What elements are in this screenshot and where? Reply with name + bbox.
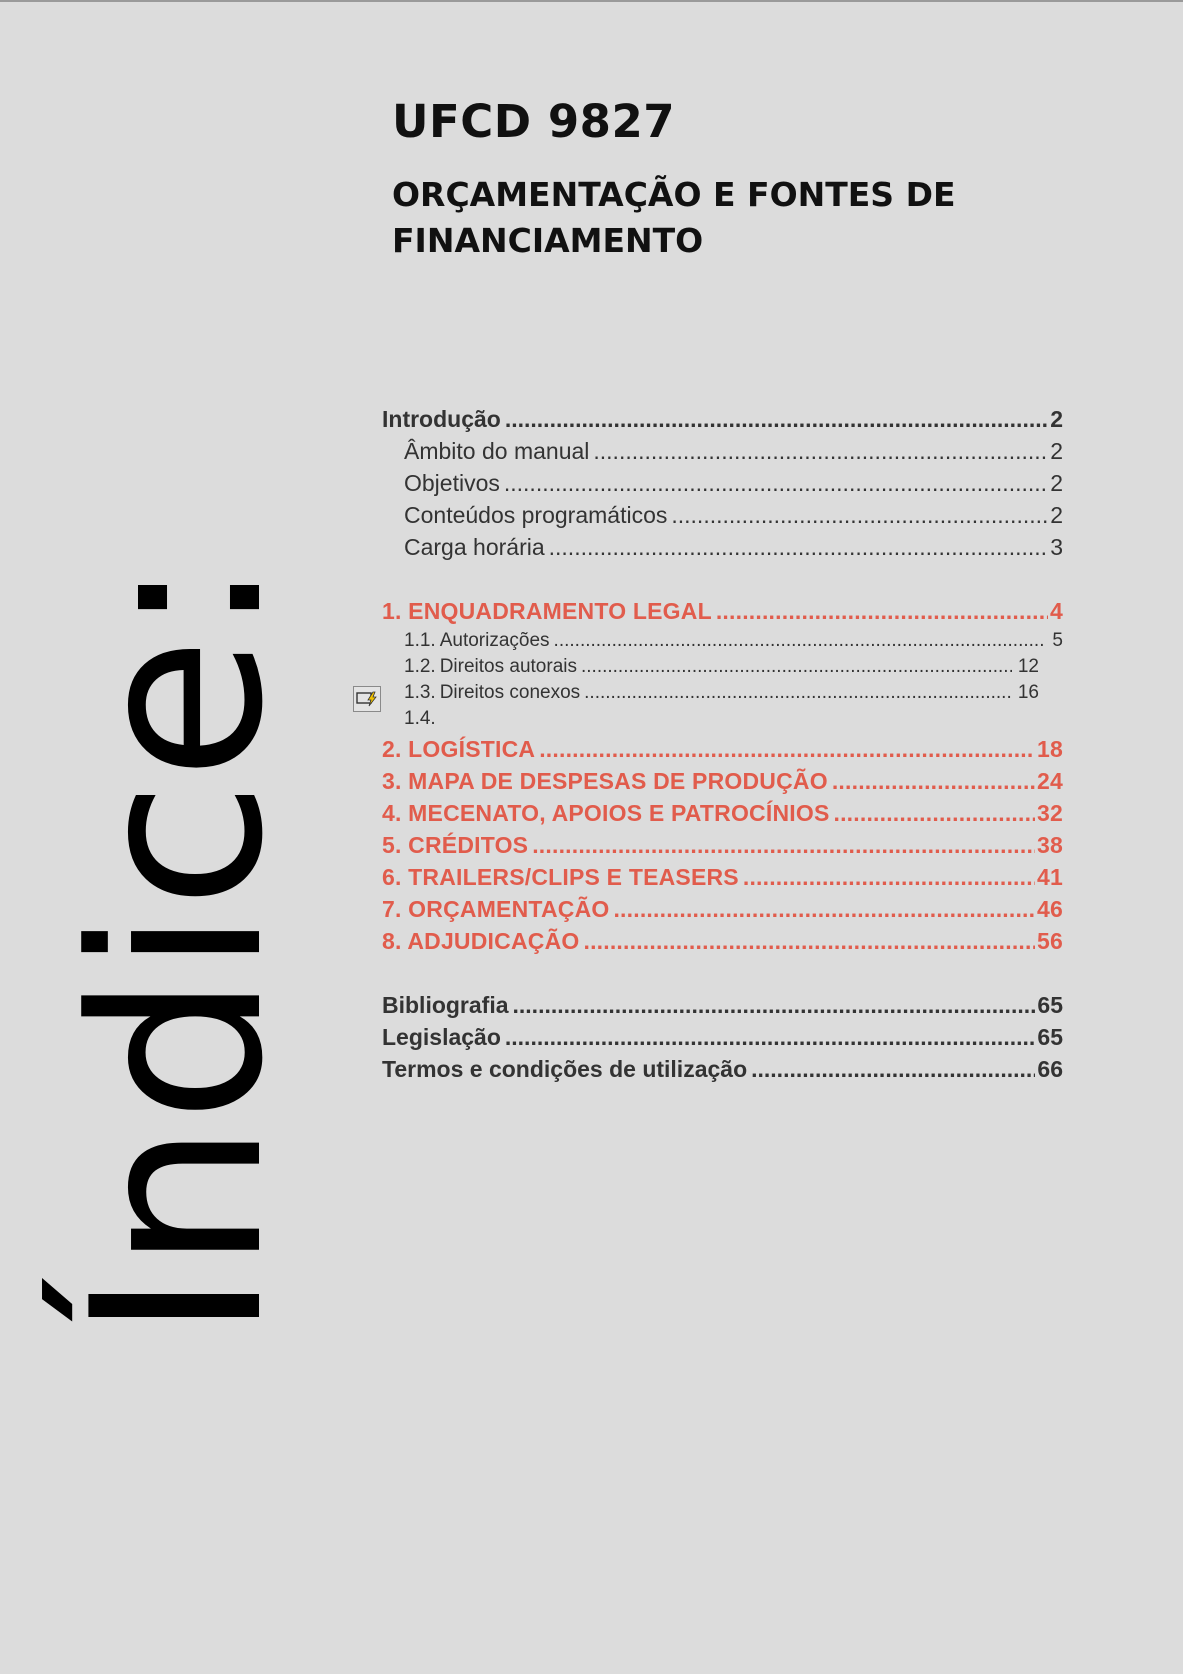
page-top-border bbox=[0, 0, 1183, 2]
toc-page: 5 bbox=[1052, 630, 1063, 651]
toc-page: 24 bbox=[1037, 768, 1063, 794]
toc-label: Carga horária bbox=[404, 534, 545, 560]
toc-leader bbox=[584, 682, 1012, 704]
toc-label: 3. MAPA DE DESPESAS DE PRODUÇÃO bbox=[382, 768, 828, 794]
toc-entry-termos[interactable] bbox=[382, 1056, 1063, 1083]
toc-entry[interactable] bbox=[382, 470, 1063, 497]
toc-label: Âmbito do manual bbox=[404, 438, 590, 464]
document-title: UFCD 9827 bbox=[392, 95, 676, 148]
toc-page: 18 bbox=[1037, 736, 1063, 762]
toc-label: 6. TRAILERS/CLIPS E TEASERS bbox=[382, 864, 739, 890]
toc-leader bbox=[505, 406, 1048, 433]
toc-chapter-4[interactable] bbox=[382, 800, 1063, 827]
toc-entry[interactable] bbox=[382, 502, 1063, 529]
toc-leader bbox=[583, 928, 1035, 955]
toc-leader bbox=[549, 534, 1049, 561]
toc-leader bbox=[743, 864, 1035, 891]
toc-leader bbox=[505, 1024, 1036, 1051]
toc-page: 38 bbox=[1037, 832, 1063, 858]
toc-subentry[interactable] bbox=[382, 682, 1039, 704]
toc-leader bbox=[834, 800, 1036, 827]
toc-entry-introducao[interactable] bbox=[382, 406, 1063, 433]
toc-leader bbox=[716, 598, 1048, 625]
toc-label: 5. CRÉDITOS bbox=[382, 832, 529, 858]
toc-number: 1.4. bbox=[404, 708, 436, 729]
toc-leader bbox=[751, 1056, 1035, 1083]
toc-chapter-2[interactable] bbox=[382, 736, 1063, 763]
toc-leader bbox=[671, 502, 1048, 529]
toc-chapter-6[interactable] bbox=[382, 864, 1063, 891]
toc-label: 7. ORÇAMENTAÇÃO bbox=[382, 896, 610, 922]
toc-chapter-7[interactable] bbox=[382, 896, 1063, 923]
toc-page: 46 bbox=[1037, 896, 1063, 922]
toc-number: 1.1. bbox=[404, 630, 436, 651]
toc-leader bbox=[581, 656, 1012, 678]
toc-page: 2 bbox=[1050, 470, 1063, 496]
toc-label: Bibliografia bbox=[382, 992, 509, 1018]
toc-number: 1.3. bbox=[404, 682, 436, 703]
toc-leader bbox=[532, 832, 1035, 859]
toc-chapter-8[interactable] bbox=[382, 928, 1063, 955]
toc-number: 1.2. bbox=[404, 656, 436, 677]
toc-label: Objetivos bbox=[404, 470, 500, 496]
toc-page: 66 bbox=[1037, 1056, 1063, 1082]
document-subtitle: ORÇAMENTAÇÃO E FONTES DE FINANCIAMENTO bbox=[392, 175, 956, 260]
toc-label: Direitos autorais bbox=[439, 656, 577, 677]
toc-label: Autorizações bbox=[439, 630, 550, 651]
toc-page: 56 bbox=[1037, 928, 1063, 954]
toc-page: 12 bbox=[1017, 656, 1039, 677]
edit-field-glyph bbox=[356, 690, 378, 708]
toc-entry[interactable] bbox=[382, 438, 1063, 465]
toc-subentry[interactable] bbox=[382, 656, 1039, 678]
toc-page: 32 bbox=[1037, 800, 1063, 826]
toc-leader bbox=[513, 992, 1036, 1019]
toc-label: 8. ADJUDICAÇÃO bbox=[382, 928, 580, 954]
toc-page: 2 bbox=[1050, 406, 1063, 432]
toc-page: 2 bbox=[1050, 438, 1063, 464]
toc-chapter-5[interactable] bbox=[382, 832, 1063, 859]
toc-label: Conteúdos programáticos bbox=[404, 502, 668, 528]
toc-leader bbox=[832, 768, 1035, 795]
toc-leader bbox=[539, 736, 1035, 763]
toc-label: Termos e condições de utilização bbox=[382, 1056, 748, 1082]
toc-label: Legislação bbox=[382, 1024, 501, 1050]
toc-page: 41 bbox=[1037, 864, 1063, 890]
toc-label: 1. ENQUADRAMENTO LEGAL bbox=[382, 598, 712, 624]
toc-leader bbox=[593, 438, 1048, 465]
toc-entry-legislacao[interactable] bbox=[382, 1024, 1063, 1051]
toc-page: 16 bbox=[1017, 682, 1039, 703]
toc-leader bbox=[554, 630, 1047, 652]
toc-chapter-3[interactable] bbox=[382, 768, 1063, 795]
toc-label: 2. LOGÍSTICA bbox=[382, 736, 536, 762]
toc-leader bbox=[613, 896, 1035, 923]
toc-subentry[interactable] bbox=[382, 630, 1063, 652]
toc-leader bbox=[504, 470, 1048, 497]
toc-label: 4. MECENATO, APOIOS E PATROCÍNIOS bbox=[382, 800, 830, 826]
toc-label: Direitos conexos bbox=[439, 682, 581, 703]
edit-field-icon[interactable] bbox=[353, 686, 381, 712]
toc-subentry[interactable] bbox=[382, 708, 1063, 730]
toc-page: 65 bbox=[1037, 1024, 1063, 1050]
toc-page: 2 bbox=[1050, 502, 1063, 528]
toc-entry-bibliografia[interactable] bbox=[382, 992, 1063, 1019]
toc-page: 4 bbox=[1050, 598, 1063, 624]
toc-entry[interactable] bbox=[382, 534, 1063, 561]
toc-chapter-1[interactable] bbox=[382, 598, 1063, 625]
toc-label: Introdução bbox=[382, 406, 501, 432]
toc-page: 65 bbox=[1037, 992, 1063, 1018]
index-heading-vertical: Índice: bbox=[43, 557, 315, 1340]
toc-page: 3 bbox=[1050, 534, 1063, 560]
